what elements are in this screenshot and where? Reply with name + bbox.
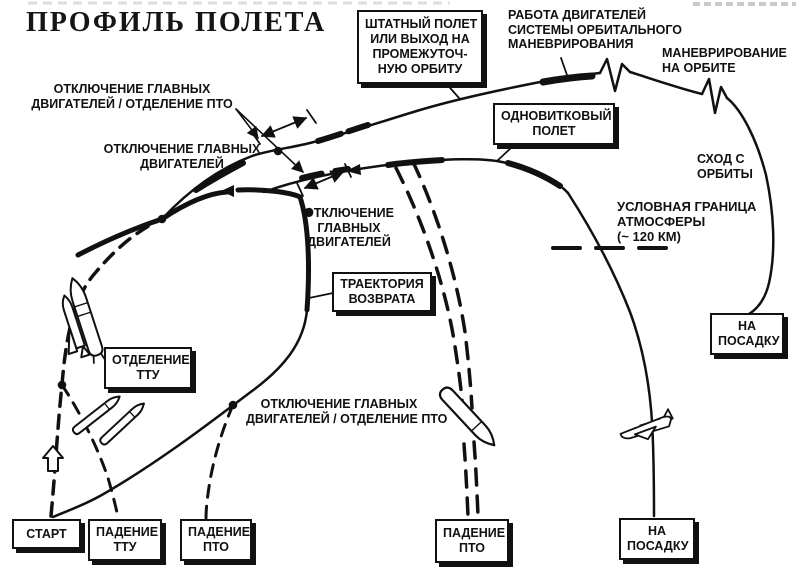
label-line: ДВИГАТЕЛЕЙ / ОТДЕЛЕНИЕ ПТО <box>246 411 448 426</box>
label-meco-et-separation-bottom <box>246 397 448 426</box>
meco-dot-nominal <box>274 147 283 156</box>
callout-landing-right <box>710 313 784 355</box>
ascending-shuttle-with-external-tank-icon <box>47 276 107 370</box>
callout-line: ТРАЕКТОРИЯ <box>340 277 424 291</box>
orbit-zigzag-1 <box>600 59 630 91</box>
return-direction-arrow <box>221 185 234 197</box>
return-trajectory-dome <box>162 192 227 219</box>
callout-line: ШТАТНЫЙ ПОЛЕТ <box>365 17 478 31</box>
callout-line: ИЛИ ВЫХОД НА <box>370 32 470 46</box>
label-main-engine-cutoff-left <box>96 142 268 171</box>
callout-line: СТАРТ <box>26 526 67 541</box>
nominal-burn-segment-2 <box>318 125 368 141</box>
callout-line: ТТУ <box>136 368 160 382</box>
label-line: ОТКЛЮЧЕНИЕ ГЛАВНЫХ <box>260 397 418 411</box>
dimension-arrow-1 <box>251 110 316 144</box>
label-line: ОРБИТЫ <box>697 166 753 181</box>
leader-odnovitkovy <box>497 147 512 161</box>
label-line: ОТКЛЮЧЕНИЕ ГЛАВНЫХ <box>103 142 261 156</box>
orbit-zigzag-2 <box>702 79 727 113</box>
label-meco-et-separation-top <box>30 82 234 111</box>
label-line: ОТКЛЮЧЕНИЕ <box>304 206 394 220</box>
callout-et-splashdown-2 <box>435 519 509 563</box>
callout-line: НА <box>737 319 757 333</box>
label-line: СХОД С <box>697 152 745 166</box>
page-title: ПРОФИЛЬ ПОЛЕТА <box>26 7 327 38</box>
gliding-orbiter-icon <box>618 409 676 444</box>
label-line: АТМОСФЕРЫ <box>617 214 706 230</box>
falling-solid-rocket-boosters-icon <box>71 393 146 446</box>
callout-line: ПОСАДКУ <box>627 539 689 553</box>
callout-line: ПОСАДКУ <box>718 334 780 348</box>
fan-arrow-1 <box>236 109 258 138</box>
callout-line: ПАДЕНИЕ <box>188 525 251 539</box>
single-orbit-burn-2 <box>508 163 560 186</box>
label-deorbit <box>697 152 753 181</box>
label-orbit-maneuvering <box>662 46 787 75</box>
callout-line: ПОЛЕТ <box>532 124 576 138</box>
callout-launch <box>12 519 81 549</box>
label-line: УСЛОВНАЯ ГРАНИЦА <box>617 199 757 214</box>
launch-direction-up-arrow-icon <box>43 446 63 471</box>
return-trajectory-left-tail <box>78 219 162 255</box>
label-line: ДВИГАТЕЛЕЙ / ОТДЕЛЕНИЕ ПТО <box>31 96 233 111</box>
label-line: ДВИГАТЕЛЕЙ <box>140 156 224 171</box>
callout-srb-separation <box>104 347 192 389</box>
label-line: МАНЕВРИРОВАНИЯ <box>508 37 634 51</box>
callout-line: ОТДЕЛЕНИЕ <box>112 353 190 367</box>
leader-oms <box>561 58 567 75</box>
callout-return-trajectory <box>332 272 432 312</box>
callout-line: НА <box>647 524 667 538</box>
callout-line: ТТУ <box>113 540 137 554</box>
et-fall-pair-2 <box>413 162 478 515</box>
label-line: ОТКЛЮЧЕНИЕ ГЛАВНЫХ <box>53 82 211 96</box>
label-line: (~ 120 КМ) <box>617 229 681 245</box>
label-line: НА ОРБИТЕ <box>662 60 736 75</box>
callout-line: ОДНОВИТКОВЫЙ <box>501 109 612 123</box>
callout-line: ПАДЕНИЕ <box>96 525 159 539</box>
callout-line: ПТО <box>458 541 486 555</box>
label-main-engine-cutoff-mid <box>300 206 398 250</box>
callout-line: НУЮ ОРБИТУ <box>377 62 463 76</box>
label-line: ДВИГАТЕЛЕЙ <box>307 235 391 249</box>
et-fall-pair-1 <box>396 168 468 516</box>
junction-dot <box>158 215 167 224</box>
label-line: СИСТЕМЫ ОРБИТАЛЬНОГО <box>508 22 683 37</box>
label-line: ГЛАВНЫХ <box>317 220 381 235</box>
leader-traektoria <box>309 293 333 298</box>
callout-srb-splashdown <box>88 519 162 561</box>
callout-line: ПТО <box>202 540 230 554</box>
return-trajectory-dome2 <box>238 190 309 310</box>
label-line: РАБОТА ДВИГАТЕЛЕЙ <box>508 8 647 22</box>
callout-et-splashdown-1 <box>180 519 252 561</box>
meco-etsep-dot-rtls <box>229 401 238 410</box>
oms-burn-bar <box>543 76 592 82</box>
label-line: МАНЕВРИРОВАНИЕ <box>662 46 787 60</box>
orbit-line <box>630 72 702 94</box>
callout-nominal-flight <box>357 10 483 84</box>
label-oms-engines-burn <box>508 8 682 52</box>
callout-line: ВОЗВРАТА <box>348 292 416 306</box>
callout-line: ПАДЕНИЕ <box>443 526 506 540</box>
callout-landing-bottom <box>619 518 695 560</box>
callout-line: ПРОМЕЖУТОЧ- <box>372 47 468 61</box>
page-edge-artifact <box>28 3 796 4</box>
srb-separation-dot <box>58 381 67 390</box>
label-atmosphere-boundary <box>617 199 756 244</box>
callout-single-orbit-flight <box>493 103 615 145</box>
